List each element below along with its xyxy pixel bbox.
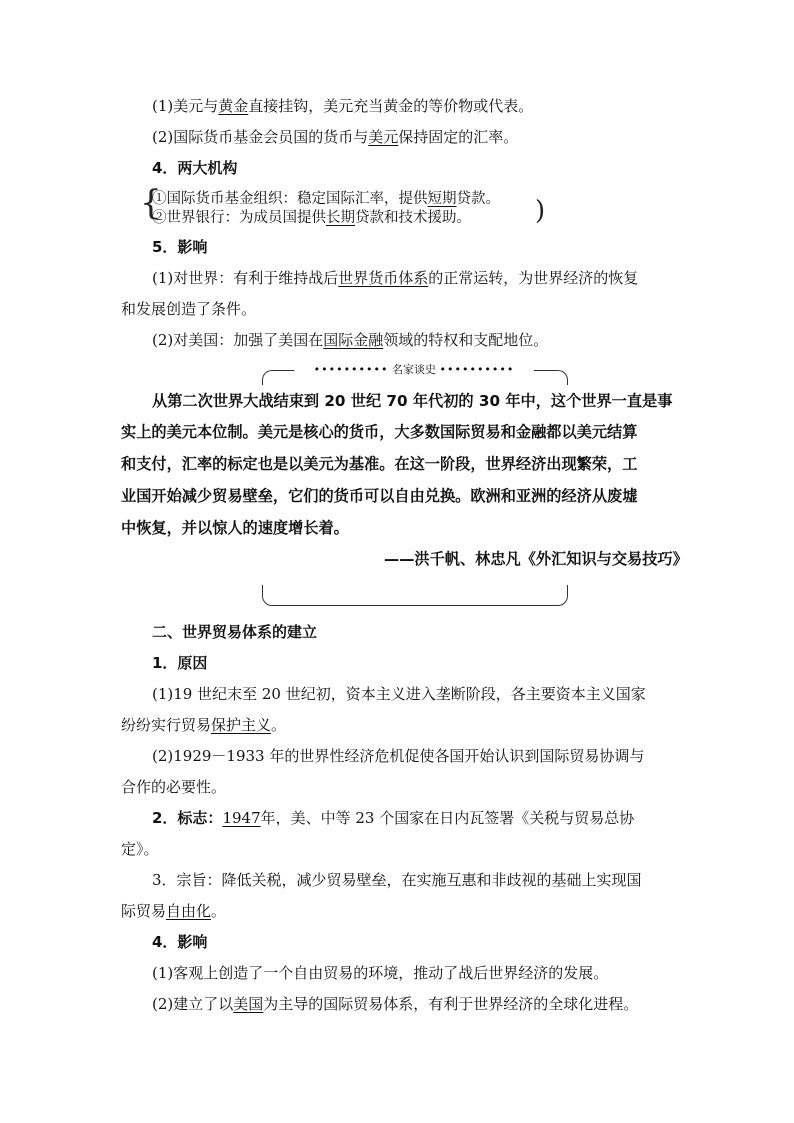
answer-underline: 1947 bbox=[222, 809, 261, 827]
part2-title: 二、世界贸易体系的建立 bbox=[152, 623, 318, 641]
symbol-line-cont: 定》。 bbox=[121, 840, 159, 858]
impact-world-cont: 和发展创造了条件。 bbox=[121, 300, 257, 318]
heading-two-institutions: 4．两大机构 bbox=[152, 159, 238, 177]
quote-box-label: •••••••••• 名家谈史 •••••••••• bbox=[294, 362, 534, 378]
left-brace: { bbox=[140, 183, 162, 223]
purpose-line: 3．宗旨：降低关税，减少贸易壁垒，在实施互惠和非歧视的基础上实现国 bbox=[152, 871, 642, 889]
heading-impact: 5．影响 bbox=[152, 238, 208, 256]
heading-cause: 1．原因 bbox=[152, 654, 208, 672]
impact-usa: (2)对美国：加强了美国在国际金融领域的特权和支配地位。 bbox=[152, 331, 549, 349]
right-bracket: ) bbox=[535, 196, 546, 226]
quote-line: 从第二次世界大战结束到 20 世纪 70 年代初的 30 年中，这个世界一直是事 bbox=[152, 392, 673, 410]
answer-underline: 保护主义 bbox=[211, 716, 272, 734]
symbol-line: 2．标志：1947年，美、中等 23 个国家在日内瓦签署《关税与贸易总协 bbox=[152, 809, 635, 827]
answer-underline: 世界货币体系 bbox=[338, 269, 429, 287]
impact2-1: (1)客观上创造了一个自由贸易的环境，推动了战后世界经济的发展。 bbox=[152, 964, 609, 982]
answer-underline: 短期 bbox=[427, 191, 457, 207]
quote-line: 和支付，汇率的标定也是以美元为基准。在这一阶段，世界经济出现繁荣，工 bbox=[121, 455, 638, 473]
answer-underline: 美国 bbox=[233, 995, 264, 1013]
institution-1: ①国际货币基金组织：稳定国际汇率，提供短期贷款。 bbox=[152, 191, 500, 207]
quote-line: 中恢复，并以惊人的速度增长着。 bbox=[121, 519, 349, 537]
quote-line: 业国开始减少贸易壁垒，它们的货币可以自由兑换。欧洲和亚洲的经济从废墟 bbox=[121, 487, 638, 505]
impact-world: (1)对世界：有利于维持战后世界货币体系的正常运转，为世界经济的恢复 bbox=[152, 269, 639, 287]
feature-1: (1)美元与黄金直接挂钩，美元充当黄金的等价物或代表。 bbox=[152, 97, 534, 115]
answer-underline: 长期 bbox=[326, 210, 355, 226]
purpose-line-cont: 际贸易自由化。 bbox=[121, 902, 227, 920]
cause-1-cont: 纷纷实行贸易保护主义。 bbox=[121, 716, 287, 734]
quote-box-bottom bbox=[262, 585, 568, 606]
answer-underline: 自由化 bbox=[166, 902, 212, 920]
heading-impact-2: 4．影响 bbox=[152, 933, 208, 951]
cause-1: (1)19 世纪末至 20 世纪初，资本主义进入垄断阶段，各主要资本主义国家 bbox=[152, 685, 646, 703]
quote-line: 实上的美元本位制。美元是核心的货币，大多数国际贸易和金融都以美元结算 bbox=[121, 423, 638, 441]
answer-underline: 黄金 bbox=[218, 97, 249, 115]
answer-underline: 美元 bbox=[368, 128, 399, 146]
cause-2-cont: 合作的必要性。 bbox=[121, 778, 227, 796]
answer-underline: 国际金融 bbox=[323, 331, 384, 349]
quote-source: ——洪千帆、林忠凡《外汇知识与交易技巧》 bbox=[384, 550, 688, 568]
cause-2: (2)1929－1933 年的世界性经济危机促使各国开始认识到国际贸易协调与 bbox=[152, 747, 645, 765]
institution-2: ②世界银行：为成员国提供长期贷款和技术援助。 bbox=[152, 210, 471, 226]
impact2-2: (2)建立了以美国为主导的国际贸易体系，有利于世界经济的全球化进程。 bbox=[152, 995, 639, 1013]
feature-2: (2)国际货币基金会员国的货币与美元保持固定的汇率。 bbox=[152, 128, 519, 146]
